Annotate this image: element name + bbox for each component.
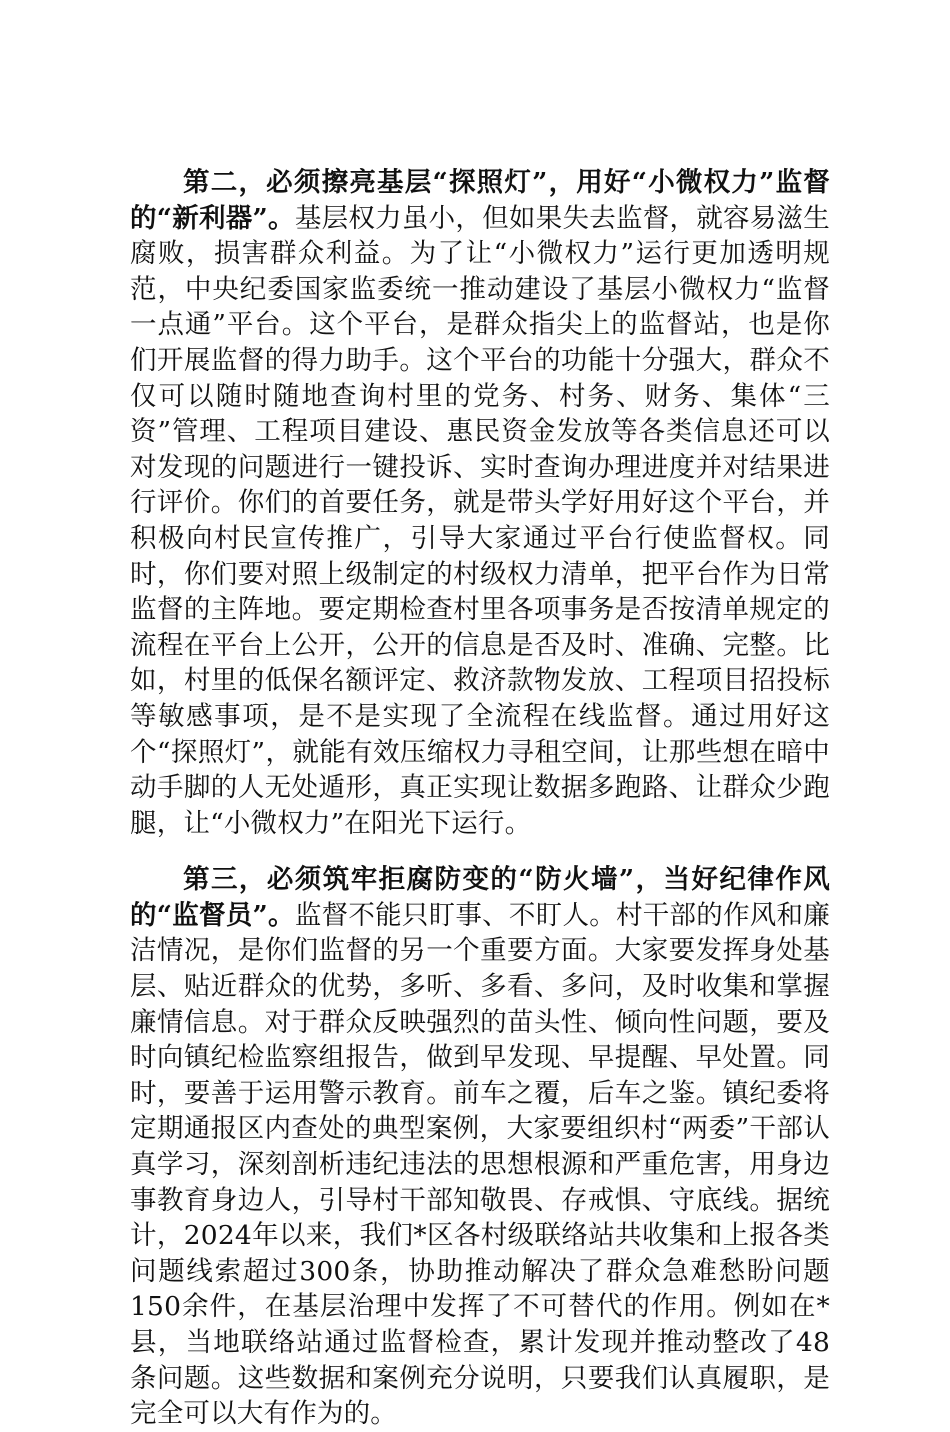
paragraph-third-point — [130, 862, 830, 1432]
paragraph-body-text: 基层权力虽小，但如果失去监督，就容易滋生腐败，损害群众利益。为了让“小微权力”运行更加透明规范，中央纪委国家监委统一推动建设了基层小微权力“监督一点通”平台。这个平台，是群众指尖上的监督站，也是你们开展监督的得力助手。这个平台的功能十分强大，群众不仅可以随时随地查询村里的党务、村务、财务、集体“三资”管理、工程项目建设、惠民资金发放等各类信息还可以对发现的问题进行一键投诉、实时查询办理进度并对结果进行评价。你们的首要任务，就是带头学好用好这个平台，并积极向村民宣传推广，引导大家通过平台行使监督权。同时，你们要对照上级制定的村级权力清单，把平台作为日常监督的主阵地。要定期检查村里各项事务是否按清单规定的流程在平台上公开，公开的信息是否及时、准确、完整。比如，村里的低保名额评定、救济款物发放、工程项目招投标等敏感事项，是不是实现了全流程在线监督。通过用好这个“探照灯”，就能有效压缩权力寻租空间，让那些想在暗中动手脚的人无处遁形，真正实现让数据多跑路、让群众少跑腿，让“小微权力”在阳光下运行。 — [130, 202, 831, 839]
document-page — [130, 165, 830, 1432]
paragraph-second-point — [130, 165, 830, 841]
paragraph-lead-heading: 第二，必须擦亮基层“探照灯”，用好“小微权力”监督的“新利器”。 — [130, 167, 830, 234]
paragraph-lead-heading: 第三，必须筑牢拒腐防变的“防火墙”，当好纪律作风的“监督员”。 — [130, 864, 830, 931]
paragraph-body-text: 监督不能只盯事、不盯人。村干部的作风和廉洁情况，是你们监督的另一个重要方面。大家要发挥身处基层、贴近群众的优势，多听、多看、多问，及时收集和掌握廉情信息。对于群众反映强烈的苗头性、倾向性问题，要及时向镇纪检监察组报告，做到早发现、早提醒、早处置。同时，要善于运用警示教育。前车之覆，后车之鉴。镇纪委将定期通报区内查处的典型案例，大家要组织村“两委”干部认真学习，深刻剖析违纪违法的思想根源和严重危害，用身边事教育身边人，引导村干部知敬畏、存戒惧、守底线。据统计，2024年以来，我们*区各村级联络站共收集和上报各类问题线索超过300条，协助推动解决了群众急难愁盼问题150余件，在基层治理中发挥了不可替代的作用。例如在*县，当地联络站通过监督检查，累计发现并推动整改了48条问题。这些数据和案例充分说明，只要我们认真履职，是完全可以大有作为的。 — [130, 899, 831, 1430]
